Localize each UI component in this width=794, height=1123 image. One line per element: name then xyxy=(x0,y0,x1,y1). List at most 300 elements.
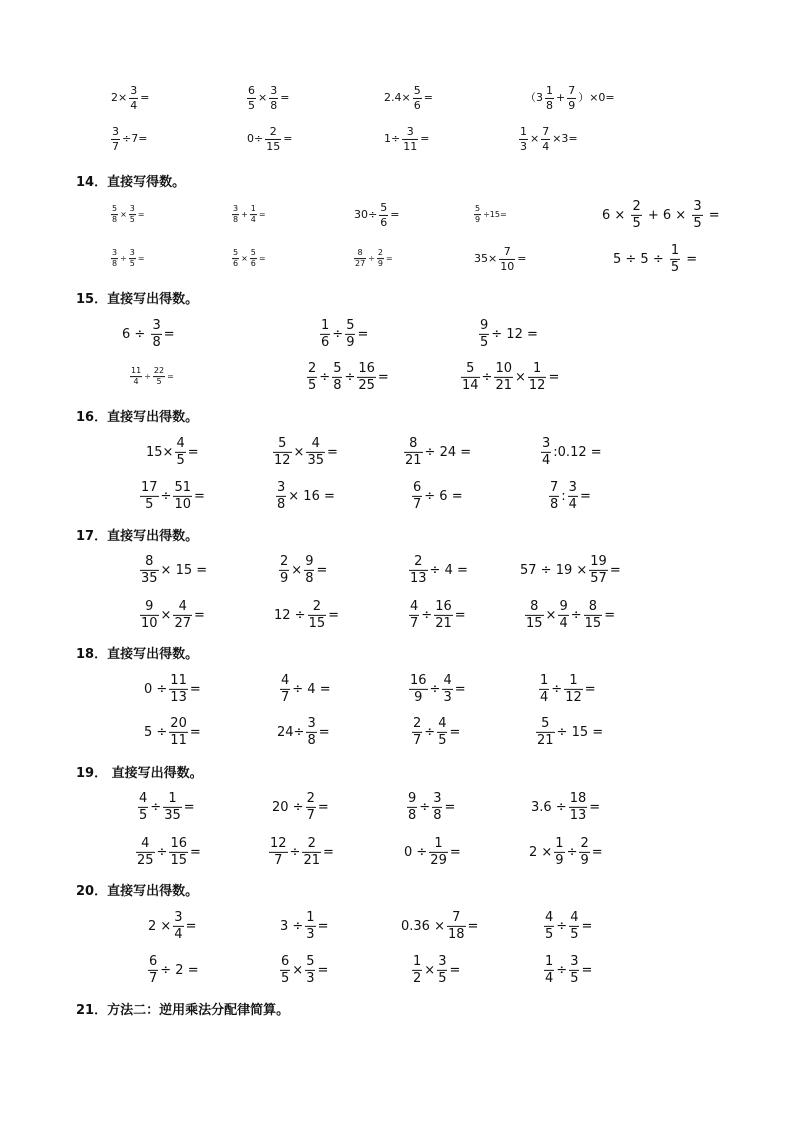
fraction-numerator: 3 xyxy=(307,715,316,731)
math-expression xyxy=(524,85,616,111)
fraction xyxy=(437,955,447,985)
expr-text: = xyxy=(140,91,150,104)
math-expression xyxy=(538,674,597,704)
math-expression xyxy=(478,319,539,349)
fraction xyxy=(545,85,554,111)
expr-text: = xyxy=(454,607,466,623)
fraction-numerator: 4 xyxy=(176,435,185,451)
math-expression xyxy=(548,481,592,511)
expr-text: = xyxy=(454,681,466,697)
fraction xyxy=(558,600,568,630)
math-expression xyxy=(460,362,560,392)
expr-text: = xyxy=(517,252,527,265)
fraction-denominator: 6 xyxy=(321,334,330,350)
fraction-numerator: 1 xyxy=(250,204,256,214)
fraction-numerator: 1 xyxy=(306,909,315,925)
expr-text: ÷ 15 = xyxy=(556,724,604,740)
fraction-denominator: 2 xyxy=(413,970,422,986)
math-expression xyxy=(145,437,200,467)
fraction-numerator: 16 xyxy=(170,835,187,851)
fraction-numerator: 6 xyxy=(149,953,158,969)
fraction-denominator: 8 xyxy=(333,377,342,393)
fraction-numerator: 2 xyxy=(308,360,317,376)
fraction-numerator: 5 xyxy=(333,360,342,376)
fraction-numerator: 1 xyxy=(321,317,330,333)
fraction-denominator: 35 xyxy=(307,452,324,468)
math-expression xyxy=(139,555,208,585)
fraction-denominator: 5 xyxy=(570,926,579,942)
fraction xyxy=(413,85,422,111)
fraction-numerator: 6 xyxy=(281,953,290,969)
expr-text: = xyxy=(579,488,591,504)
expr-text: = xyxy=(258,210,266,220)
expr-text: = xyxy=(327,444,338,460)
expr-text: ÷ xyxy=(570,607,582,623)
fraction xyxy=(308,600,327,630)
fraction-denominator: 5 xyxy=(281,970,290,986)
fraction-numerator: 1 xyxy=(569,672,578,688)
expr-text: × xyxy=(530,132,540,145)
math-expression xyxy=(540,437,603,467)
fraction-denominator: 4 xyxy=(133,377,139,387)
fraction-numerator: 7 xyxy=(452,909,461,925)
fraction xyxy=(265,126,281,152)
question-number: 15． xyxy=(76,292,108,307)
fraction-numerator: 17 xyxy=(141,479,158,495)
expr-text: × xyxy=(515,369,526,385)
fraction xyxy=(525,600,544,630)
fraction xyxy=(568,481,578,511)
math-expression xyxy=(271,792,330,822)
fraction xyxy=(412,717,422,747)
fraction xyxy=(447,911,466,941)
fraction-numerator: 9 xyxy=(145,598,154,614)
fraction-denominator: 5 xyxy=(176,452,185,468)
math-expression xyxy=(306,362,390,392)
math-expression xyxy=(543,911,593,941)
expr-text: = xyxy=(189,681,201,697)
fraction xyxy=(173,481,192,511)
fraction-numerator: 2 xyxy=(269,124,277,138)
fraction xyxy=(173,600,192,630)
fraction-numerator: 4 xyxy=(141,835,150,851)
math-expression xyxy=(403,837,462,867)
math-expression xyxy=(278,555,328,585)
expr-text: ÷7= xyxy=(122,132,148,145)
question-heading xyxy=(76,171,185,190)
fraction-numerator: 5 xyxy=(233,248,239,258)
fraction-numerator: 2 xyxy=(632,198,641,214)
expr-text: = xyxy=(581,962,593,978)
expr-text: = xyxy=(591,844,603,860)
fraction-denominator: 10 xyxy=(174,496,191,512)
expr-text: ÷ xyxy=(551,681,563,697)
fraction xyxy=(305,911,315,941)
math-expression xyxy=(273,600,340,630)
math-expression xyxy=(408,674,467,704)
question-number: 21． xyxy=(76,1003,108,1018)
fraction xyxy=(306,792,316,822)
expr-text: : xyxy=(561,488,566,504)
fraction xyxy=(539,674,549,704)
expr-text: 0.36 × xyxy=(401,918,445,934)
fraction xyxy=(407,792,417,822)
fraction-numerator: 5 xyxy=(346,317,355,333)
fraction-numerator: 1 xyxy=(540,672,549,688)
fraction-denominator: 9 xyxy=(414,689,423,705)
fraction xyxy=(307,362,317,392)
fraction-numerator: 5 xyxy=(413,83,421,97)
question-number: 18． xyxy=(76,647,108,662)
fraction-denominator: 6 xyxy=(380,215,388,229)
expr-text: = xyxy=(194,607,205,623)
expr-text: = xyxy=(316,562,328,578)
fraction-denominator: 7 xyxy=(306,807,315,823)
question-title: 直接写出得数。 xyxy=(107,766,203,781)
fraction xyxy=(250,249,257,269)
fraction-denominator: 6 xyxy=(233,259,239,269)
fraction-numerator: 16 xyxy=(435,598,452,614)
fraction xyxy=(345,319,355,349)
expr-text: = xyxy=(682,251,698,267)
expr-text: ÷ 24 = xyxy=(424,444,472,460)
fraction-numerator: 20 xyxy=(170,715,187,731)
fraction-numerator: 8 xyxy=(145,553,154,569)
expr-text: 5 ÷ xyxy=(144,724,168,740)
expr-text: × xyxy=(424,962,436,978)
fraction-denominator: 8 xyxy=(152,334,161,350)
fraction-numerator: 3 xyxy=(438,953,447,969)
expr-text: × 15 = xyxy=(160,562,208,578)
question-title: 直接写得数。 xyxy=(107,175,186,190)
fraction-numerator: 2 xyxy=(306,790,315,806)
expr-text: = xyxy=(449,962,461,978)
expr-text: = xyxy=(317,962,329,978)
expr-text: = xyxy=(589,799,601,815)
fraction xyxy=(579,837,589,867)
fraction-numerator: 10 xyxy=(495,360,512,376)
expr-text: = xyxy=(449,844,461,860)
expr-text: ÷ xyxy=(566,844,578,860)
expr-text: ÷ xyxy=(421,607,433,623)
fraction-denominator: 14 xyxy=(462,377,479,393)
fraction xyxy=(175,437,185,467)
expr-text: ÷ xyxy=(419,799,431,815)
math-expression xyxy=(268,837,335,867)
fraction-denominator: 4 xyxy=(540,689,549,705)
expr-text: + xyxy=(556,91,566,104)
fraction-numerator: 12 xyxy=(270,835,287,851)
fraction-numerator: 5 xyxy=(466,360,475,376)
fraction xyxy=(567,85,576,111)
fraction-numerator: 3 xyxy=(542,435,551,451)
expr-text: ÷ xyxy=(344,369,356,385)
fraction-numerator: 4 xyxy=(410,598,419,614)
math-expression xyxy=(612,244,698,274)
fraction xyxy=(280,955,290,985)
fraction-denominator: 8 xyxy=(408,807,417,823)
fraction xyxy=(479,319,489,349)
fraction-denominator: 7 xyxy=(274,852,283,868)
fraction xyxy=(429,837,448,867)
expr-text: 2 × xyxy=(529,844,553,860)
math-expression xyxy=(473,205,508,225)
fraction-numerator: 3 xyxy=(152,317,161,333)
fraction-denominator: 8 xyxy=(433,807,442,823)
expr-text: + 6 × xyxy=(643,207,691,223)
math-expression xyxy=(406,792,456,822)
fraction xyxy=(569,955,579,985)
expr-text: = xyxy=(183,799,195,815)
fraction-denominator: 8 xyxy=(546,98,553,112)
fraction-denominator: 5 xyxy=(438,970,447,986)
fraction-denominator: 15 xyxy=(584,615,602,631)
expr-text: = xyxy=(357,326,369,342)
fraction xyxy=(153,367,165,387)
fraction xyxy=(269,85,278,111)
fraction xyxy=(584,600,603,630)
fraction-numerator: 1 xyxy=(670,242,680,258)
fraction-numerator: 6 xyxy=(413,479,422,495)
fraction-numerator: 2 xyxy=(280,553,289,569)
fraction-denominator: 8 xyxy=(277,496,286,512)
fraction-numerator: 3 xyxy=(174,909,183,925)
fraction xyxy=(434,600,453,630)
math-expression xyxy=(275,481,336,511)
fraction-numerator: 4 xyxy=(438,715,447,731)
math-expression xyxy=(147,911,197,941)
math-expression xyxy=(231,249,267,269)
fraction-numerator: 5 xyxy=(278,435,287,451)
expr-text: × xyxy=(258,91,268,104)
expr-text: = xyxy=(449,724,461,740)
fraction xyxy=(232,249,239,269)
math-expression xyxy=(411,481,464,511)
fraction-denominator: 3 xyxy=(306,926,315,942)
fraction-numerator: 3 xyxy=(568,479,577,495)
fraction-denominator: 15 xyxy=(266,139,281,153)
fraction xyxy=(589,555,608,585)
fraction-denominator: 12 xyxy=(274,452,291,468)
expr-text: = xyxy=(185,918,197,934)
math-expression xyxy=(231,205,267,225)
math-expression xyxy=(110,126,148,152)
expr-text: ÷ xyxy=(319,369,331,385)
fraction-numerator: 2 xyxy=(413,715,422,731)
fraction-denominator: 21 xyxy=(495,377,512,393)
fraction-numerator: 8 xyxy=(357,248,363,258)
fraction xyxy=(320,319,330,349)
math-expression xyxy=(137,792,196,822)
math-expression xyxy=(139,600,206,630)
math-expression xyxy=(403,437,472,467)
expr-text: 2.4× xyxy=(384,91,411,104)
fraction-numerator: 2 xyxy=(312,598,321,614)
expr-text: 3.6 ÷ xyxy=(531,799,567,815)
expr-text: = xyxy=(467,918,479,934)
fraction xyxy=(130,367,142,387)
expr-text: = xyxy=(187,444,199,460)
math-expression xyxy=(276,717,331,747)
fraction-denominator: 4 xyxy=(542,452,551,468)
expr-text: × xyxy=(241,254,248,264)
expr-text: ÷ 4 = xyxy=(429,562,468,578)
fraction-numerator: 8 xyxy=(409,435,418,451)
math-expression xyxy=(530,792,601,822)
fraction-denominator: 9 xyxy=(580,852,589,868)
expr-text: = xyxy=(280,91,290,104)
fraction xyxy=(306,717,316,747)
fraction xyxy=(111,205,118,225)
fraction xyxy=(269,837,288,867)
expr-text: ÷ 6 = xyxy=(424,488,463,504)
fraction xyxy=(569,911,579,941)
fraction-denominator: 6 xyxy=(413,98,421,112)
fraction xyxy=(554,837,564,867)
fraction-denominator: 6 xyxy=(250,259,256,269)
math-expression xyxy=(129,367,175,387)
expr-text: ÷ xyxy=(481,369,493,385)
expr-text: = xyxy=(609,562,621,578)
fraction-denominator: 5 xyxy=(248,98,255,112)
math-expression xyxy=(110,249,146,269)
fraction-numerator: 1 xyxy=(520,124,527,138)
fraction-denominator: 3 xyxy=(520,139,527,153)
fraction-numerator: 3 xyxy=(270,83,278,97)
fraction xyxy=(402,126,418,152)
fraction xyxy=(306,437,325,467)
expr-text: = xyxy=(420,132,430,145)
fraction xyxy=(549,481,559,511)
expr-text: ÷ xyxy=(332,326,344,342)
fraction xyxy=(409,674,428,704)
expr-text: ÷ xyxy=(424,724,436,740)
fraction-denominator: 10 xyxy=(500,259,515,273)
math-expression xyxy=(528,837,604,867)
fraction-denominator: 9 xyxy=(555,852,564,868)
math-expression xyxy=(279,911,329,941)
expr-text: = xyxy=(317,799,329,815)
fraction-numerator: 8 xyxy=(530,598,539,614)
math-expression xyxy=(353,249,394,269)
fraction-numerator: 2 xyxy=(580,835,589,851)
expr-text: = xyxy=(317,918,329,934)
fraction-denominator: 11 xyxy=(403,139,418,153)
fraction-denominator: 3 xyxy=(306,970,315,986)
fraction-denominator: 57 xyxy=(590,570,607,586)
math-expression xyxy=(135,837,202,867)
fraction xyxy=(354,249,366,269)
fraction-numerator: 5 xyxy=(475,204,481,214)
expr-text: × xyxy=(293,444,305,460)
fraction-numerator: 6 xyxy=(248,83,255,97)
expr-text: + xyxy=(241,210,248,220)
fraction-numerator: 4 xyxy=(178,598,187,614)
fraction-denominator: 4 xyxy=(250,215,256,225)
fraction-denominator: 29 xyxy=(430,852,447,868)
fraction-denominator: 13 xyxy=(410,570,427,586)
fraction xyxy=(409,600,419,630)
expr-text: ÷ xyxy=(556,962,568,978)
fraction-denominator: 8 xyxy=(270,98,278,112)
fraction xyxy=(494,362,513,392)
fraction-denominator: 5 xyxy=(156,377,162,387)
fraction-numerator: 4 xyxy=(545,909,554,925)
fraction-numerator: 5 xyxy=(112,204,118,214)
fraction-denominator: 5 xyxy=(129,259,135,269)
fraction xyxy=(412,955,422,985)
fraction xyxy=(631,200,641,230)
fraction-numerator: 7 xyxy=(550,479,559,495)
fraction-numerator: 2 xyxy=(414,553,423,569)
fraction-denominator: 11 xyxy=(170,732,187,748)
math-expression xyxy=(383,85,434,111)
fraction-denominator: 15 xyxy=(526,615,543,631)
expr-text: ÷ xyxy=(289,844,301,860)
expr-text: ÷ xyxy=(368,254,375,264)
fraction-denominator: 9 xyxy=(377,259,383,269)
fraction-denominator: 8 xyxy=(550,496,559,512)
fraction xyxy=(304,555,314,585)
expr-text: = xyxy=(581,918,593,934)
fraction-numerator: 9 xyxy=(480,317,489,333)
fraction-numerator: 5 xyxy=(306,953,315,969)
expr-text: 0 ÷ xyxy=(404,844,428,860)
fraction-numerator: 3 xyxy=(129,248,135,258)
fraction-numerator: 5 xyxy=(250,248,256,258)
fraction xyxy=(569,792,588,822)
fraction xyxy=(129,249,136,269)
fraction-denominator: 5 xyxy=(480,334,489,350)
fraction xyxy=(250,205,257,225)
math-expression xyxy=(473,246,527,272)
fraction xyxy=(247,85,256,111)
fraction-denominator: 9 xyxy=(280,570,289,586)
fraction-numerator: 4 xyxy=(570,909,579,925)
expr-text: = xyxy=(377,369,389,385)
expr-text: 2× xyxy=(111,91,128,104)
fraction-denominator: 21 xyxy=(435,615,452,631)
expr-text: = xyxy=(390,208,400,221)
fraction-numerator: 16 xyxy=(410,672,427,688)
fraction xyxy=(541,126,550,152)
fraction-denominator: 7 xyxy=(281,689,290,705)
fraction-denominator: 10 xyxy=(141,615,158,631)
fraction-numerator: 2 xyxy=(377,248,383,258)
math-expression xyxy=(518,126,579,152)
fraction-denominator: 13 xyxy=(170,689,187,705)
fraction-numerator: 7 xyxy=(568,83,576,97)
expr-text: = xyxy=(190,844,201,860)
fraction-denominator: 5 xyxy=(670,259,680,275)
fraction xyxy=(169,717,188,747)
math-expression xyxy=(143,674,202,704)
fraction-numerator: 4 xyxy=(311,435,320,451)
fraction-numerator: 8 xyxy=(588,598,598,614)
fraction xyxy=(692,200,702,230)
fraction xyxy=(232,205,239,225)
fraction-denominator: 8 xyxy=(305,570,314,586)
fraction-numerator: 11 xyxy=(131,366,142,376)
fraction-denominator: 27 xyxy=(355,259,366,269)
fraction-denominator: 5 xyxy=(145,496,154,512)
expr-text: × xyxy=(291,562,303,578)
fraction xyxy=(564,674,583,704)
math-expression xyxy=(408,555,469,585)
math-expression xyxy=(411,955,461,985)
fraction xyxy=(536,717,555,747)
fraction-denominator: 7 xyxy=(413,732,422,748)
